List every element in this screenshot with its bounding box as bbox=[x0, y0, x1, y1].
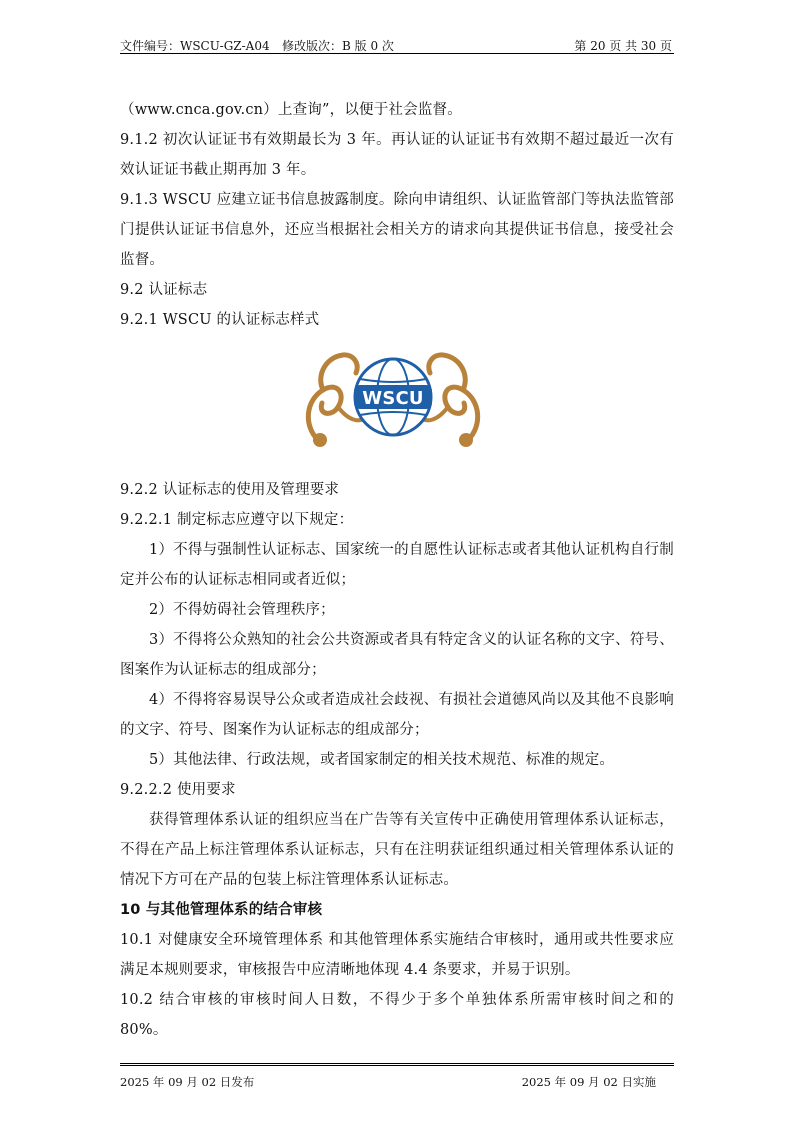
effective-date: 2025 年 09 月 02 日实施 bbox=[521, 1075, 656, 1089]
rule-item: 4）不得将容易误导公众或者造成社会歧视、有损社会道德风尚以及其他不良影响的文字、符号、图案作为认证标志的组成部分； bbox=[120, 692, 674, 738]
subsection-heading: 9.2.1 WSCU 的认证标志样式 bbox=[120, 312, 320, 328]
page-number: 第 20 页 共 30 页 bbox=[574, 39, 672, 53]
subsection-heading: 9.2.2.2 使用要求 bbox=[120, 782, 236, 798]
rule-item: 2）不得妨碍社会管理秩序； bbox=[149, 602, 335, 618]
paragraph: 9.1.3 WSCU 应建立证书信息披露制度。除向申请组织、认证监管部门等执法监管部门提供认证证书信息外，还应当根据社会相关方的请求向其提供证书信息，接受社会监督。 bbox=[120, 192, 674, 268]
subsection-heading: 9.2.2 认证标志的使用及管理要求 bbox=[120, 482, 340, 498]
certification-logo-area bbox=[120, 335, 674, 475]
paragraph: 9.1.2 初次认证证书有效期最长为 3 年。再认证的认证证书有效期不超过最近一次有效认证证书截止期再加 3 年。 bbox=[120, 132, 674, 178]
logo-text: WSCU bbox=[362, 388, 424, 409]
rule-item: 3）不得将公众熟知的社会公共资源或者具有特定含义的认证名称的文字、符号、图案作为认证标志的组成部分； bbox=[120, 632, 674, 678]
section-heading: 9.2 认证标志 bbox=[120, 282, 208, 298]
globe-icon bbox=[354, 359, 432, 435]
paragraph: （www.cnca.gov.cn）上查询”，以便于社会监督。 bbox=[120, 102, 462, 118]
rule-item: 5）其他法律、行政法规，或者国家制定的相关技术规范、标准的规定。 bbox=[149, 752, 615, 768]
document-body bbox=[120, 95, 674, 1045]
rule-item: 1）不得与强制性认证标志、国家统一的自愿性认证标志或者其他认证机构自行制定并公布的认证标志相同或者近似； bbox=[120, 542, 674, 588]
issue-date: 2025 年 09 月 02 日发布 bbox=[120, 1075, 255, 1089]
file-number: 文件编号：WSCU-GZ-A04 bbox=[120, 39, 270, 53]
wscu-logo bbox=[298, 345, 488, 449]
chapter-heading: 10 与其他管理体系的结合审核 bbox=[120, 902, 323, 918]
subsection-heading: 9.2.2.1 制定标志应遵守以下规定： bbox=[120, 512, 354, 528]
page-footer bbox=[120, 1063, 674, 1096]
revision: 修改版次：B 版 0 次 bbox=[282, 39, 394, 53]
paragraph: 10.2 结合审核的审核时间人日数，不得少于多个单独体系所需审核时间之和的 80%。 bbox=[120, 992, 674, 1038]
paragraph: 获得管理体系认证的组织应当在广告等有关宣传中正确使用管理体系认证标志，不得在产品上标注管理体系认证标志，只有在注明获证组织通过相关管理体系认证的情况下方可在产品的包装上标注管理体系认证标志。 bbox=[120, 812, 674, 888]
paragraph: 10.1 对健康安全环境管理体系 和其他管理体系实施结合审核时，通用或共性要求应满足本规则要求，审核报告中应清晰地体现 4.4 条要求，并易于识别。 bbox=[120, 932, 674, 978]
page-header bbox=[120, 35, 674, 54]
